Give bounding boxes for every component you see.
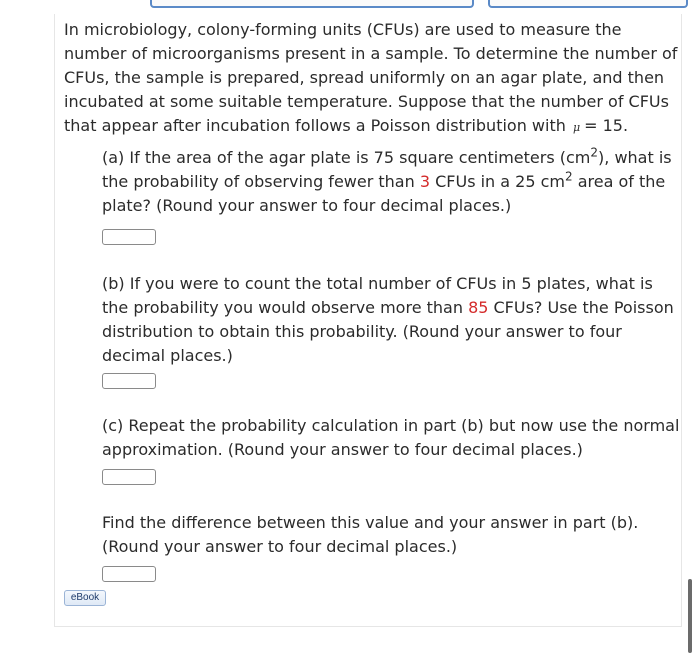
part-a-question: [102, 146, 682, 218]
part-a-text-4: area of the plate? (Round your answer to four decimal places.): [102, 172, 666, 215]
part-a-superscript-1: 2: [590, 145, 599, 160]
top-tab-left[interactable]: [150, 0, 474, 8]
intro-text: In microbiology, colony-forming units (CFUs) are used to measure the number of microorganisms present in a sample. To determine the number of CFUs, the sample is prepared, spread uniformly on an agar plate, and then incubated at some suitable temperature. Suppose that the number of CFUs that appear after incubation follows a Poisson distribution with: [64, 20, 678, 135]
mu-value: = 15.: [584, 116, 629, 135]
answer-input-a[interactable]: [102, 229, 156, 245]
answer-input-c[interactable]: [102, 469, 156, 485]
part-b-question: [102, 272, 682, 368]
scrollbar-thumb[interactable]: [688, 579, 692, 653]
question-intro: [64, 18, 684, 140]
answer-input-b[interactable]: [102, 373, 156, 389]
ebook-button[interactable]: eBook: [64, 590, 106, 606]
part-a-text-2: ), what is the probability of observing fewer than: [102, 148, 672, 191]
part-b-text-1: (b) If you were to count the total number of CFUs in 5 plates, what is the probability you would observe more than: [102, 274, 653, 317]
part-c-difference-question: [102, 511, 682, 559]
part-c-text: (c) Repeat the probability calculation in part (b) but now use the normal approximation. (Round your answer to four decimal places.): [102, 416, 680, 459]
part-a-superscript-2: 2: [565, 169, 573, 184]
top-tab-right[interactable]: [488, 0, 688, 8]
part-a-text-1: (a) If the area of the agar plate is 75 square centimeters (cm: [102, 148, 591, 167]
mu-symbol: μ: [572, 121, 581, 134]
part-a-text-3: CFUs in a 25 cm: [430, 172, 565, 191]
answer-input-difference[interactable]: [102, 566, 156, 582]
part-c-question: [102, 414, 682, 462]
part-a-highlight-value: 3: [419, 172, 431, 191]
part-b-highlight-value: 85: [468, 298, 489, 317]
part-c-difference-text: Find the difference between this value and your answer in part (b). (Round your answer to four decimal places.): [102, 513, 639, 556]
part-b-text-2: CFUs? Use the Poisson distribution to obtain this probability. (Round your answer to four decimal places.): [102, 298, 674, 365]
